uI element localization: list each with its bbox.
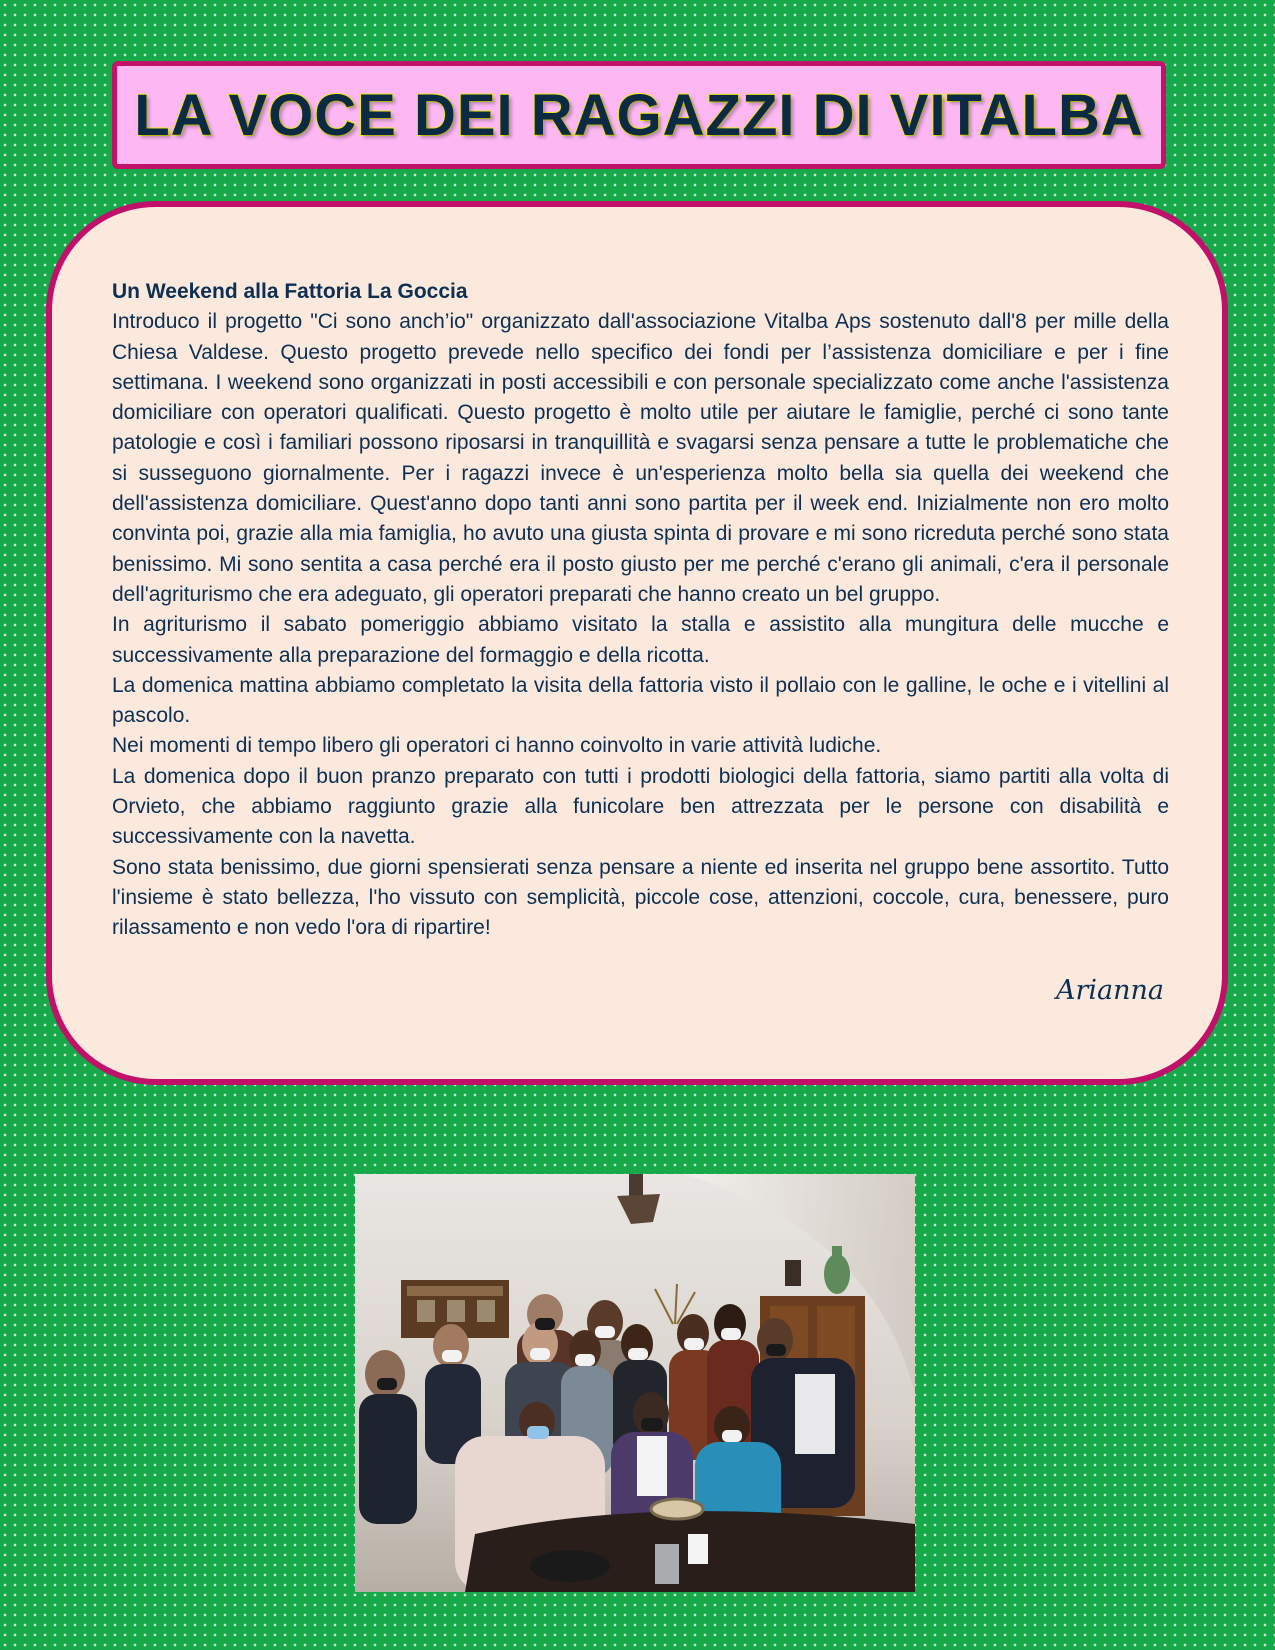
article-body bbox=[112, 277, 1169, 944]
group-photo bbox=[355, 1174, 915, 1592]
article-paragraph: Sono stata benissimo, due giorni spensierati senza pensare a niente ed inserita nel gruppo bene assortito. Tutto l'insieme è stato bellezza, l'ho vissuto con semplicità, piccole cose, attenzioni, coccole, cura, benessere, puro rilassamento e non vedo l'ora di ripartire! bbox=[112, 855, 1169, 940]
page-title: LA VOCE DEI RAGAZZI DI VITALBA bbox=[134, 82, 1144, 148]
article-panel bbox=[46, 201, 1228, 1085]
article-paragraph: In agriturismo il sabato pomeriggio abbiamo visitato la stalla e assistito alla mungitura delle mucche e successivamente alla preparazione del formaggio e della ricotta. bbox=[112, 613, 1169, 667]
group-photo-illustration bbox=[355, 1174, 915, 1592]
article-paragraph: La domenica dopo il buon pranzo preparato con tutti i prodotti biologici della fattoria, siamo partiti alla volta di Orvieto, che abbiamo raggiunto grazie alla funicolare ben attrezzata per le persone con disabilità e successivamente con la navetta. bbox=[112, 764, 1169, 849]
article-paragraph: Introduco il progetto "Ci sono anch’io" organizzato dall'associazione Vitalba Aps sostenuto dall'8 per mille della Chiesa Valdese. Questo progetto prevede nello specifico dei fondi per l’assistenza domiciliare e per i fine settimana. I weekend sono organizzati in posti accessibili e con personale specializzato come anche l'assistenza domiciliare con operatori qualificati. Questo progetto è molto utile per aiutare le famiglie, perché ci sono tante patologie e così i familiari possono riposarsi in tranquillità e svagarsi senza pensare a tutte le problematiche che si susseguono giornalmente. Per i ragazzi invece è un'esperienza molto bella sia quella dei weekend che dell'assistenza domiciliare. Quest'anno dopo tanti anni sono partita per il week end. Inizialmente non ero molto convinta poi, grazie alla mia famiglia, ho avuto una giusta spinta di provare e mi sono ricreduta perché sono stata benissimo. Mi sono sentita a casa perché era il posto giusto per me perché c'erano gli animali, c'era il personale dell'agriturismo che era adeguato, gli operatori preparati che hanno creato un bel gruppo. bbox=[112, 310, 1169, 606]
article-paragraph: La domenica mattina abbiamo completato la visita della fattoria visto il pollaio con le galline, le oche e i vitellini al pascolo. bbox=[112, 673, 1169, 728]
article-paragraph: Nei momenti di tempo libero gli operatori ci hanno coinvolto in varie attività ludiche. bbox=[112, 734, 882, 758]
article-title: Un Weekend alla Fattoria La Goccia bbox=[112, 280, 468, 303]
author-signature: Arianna bbox=[1055, 975, 1164, 1006]
header-banner bbox=[112, 61, 1166, 169]
